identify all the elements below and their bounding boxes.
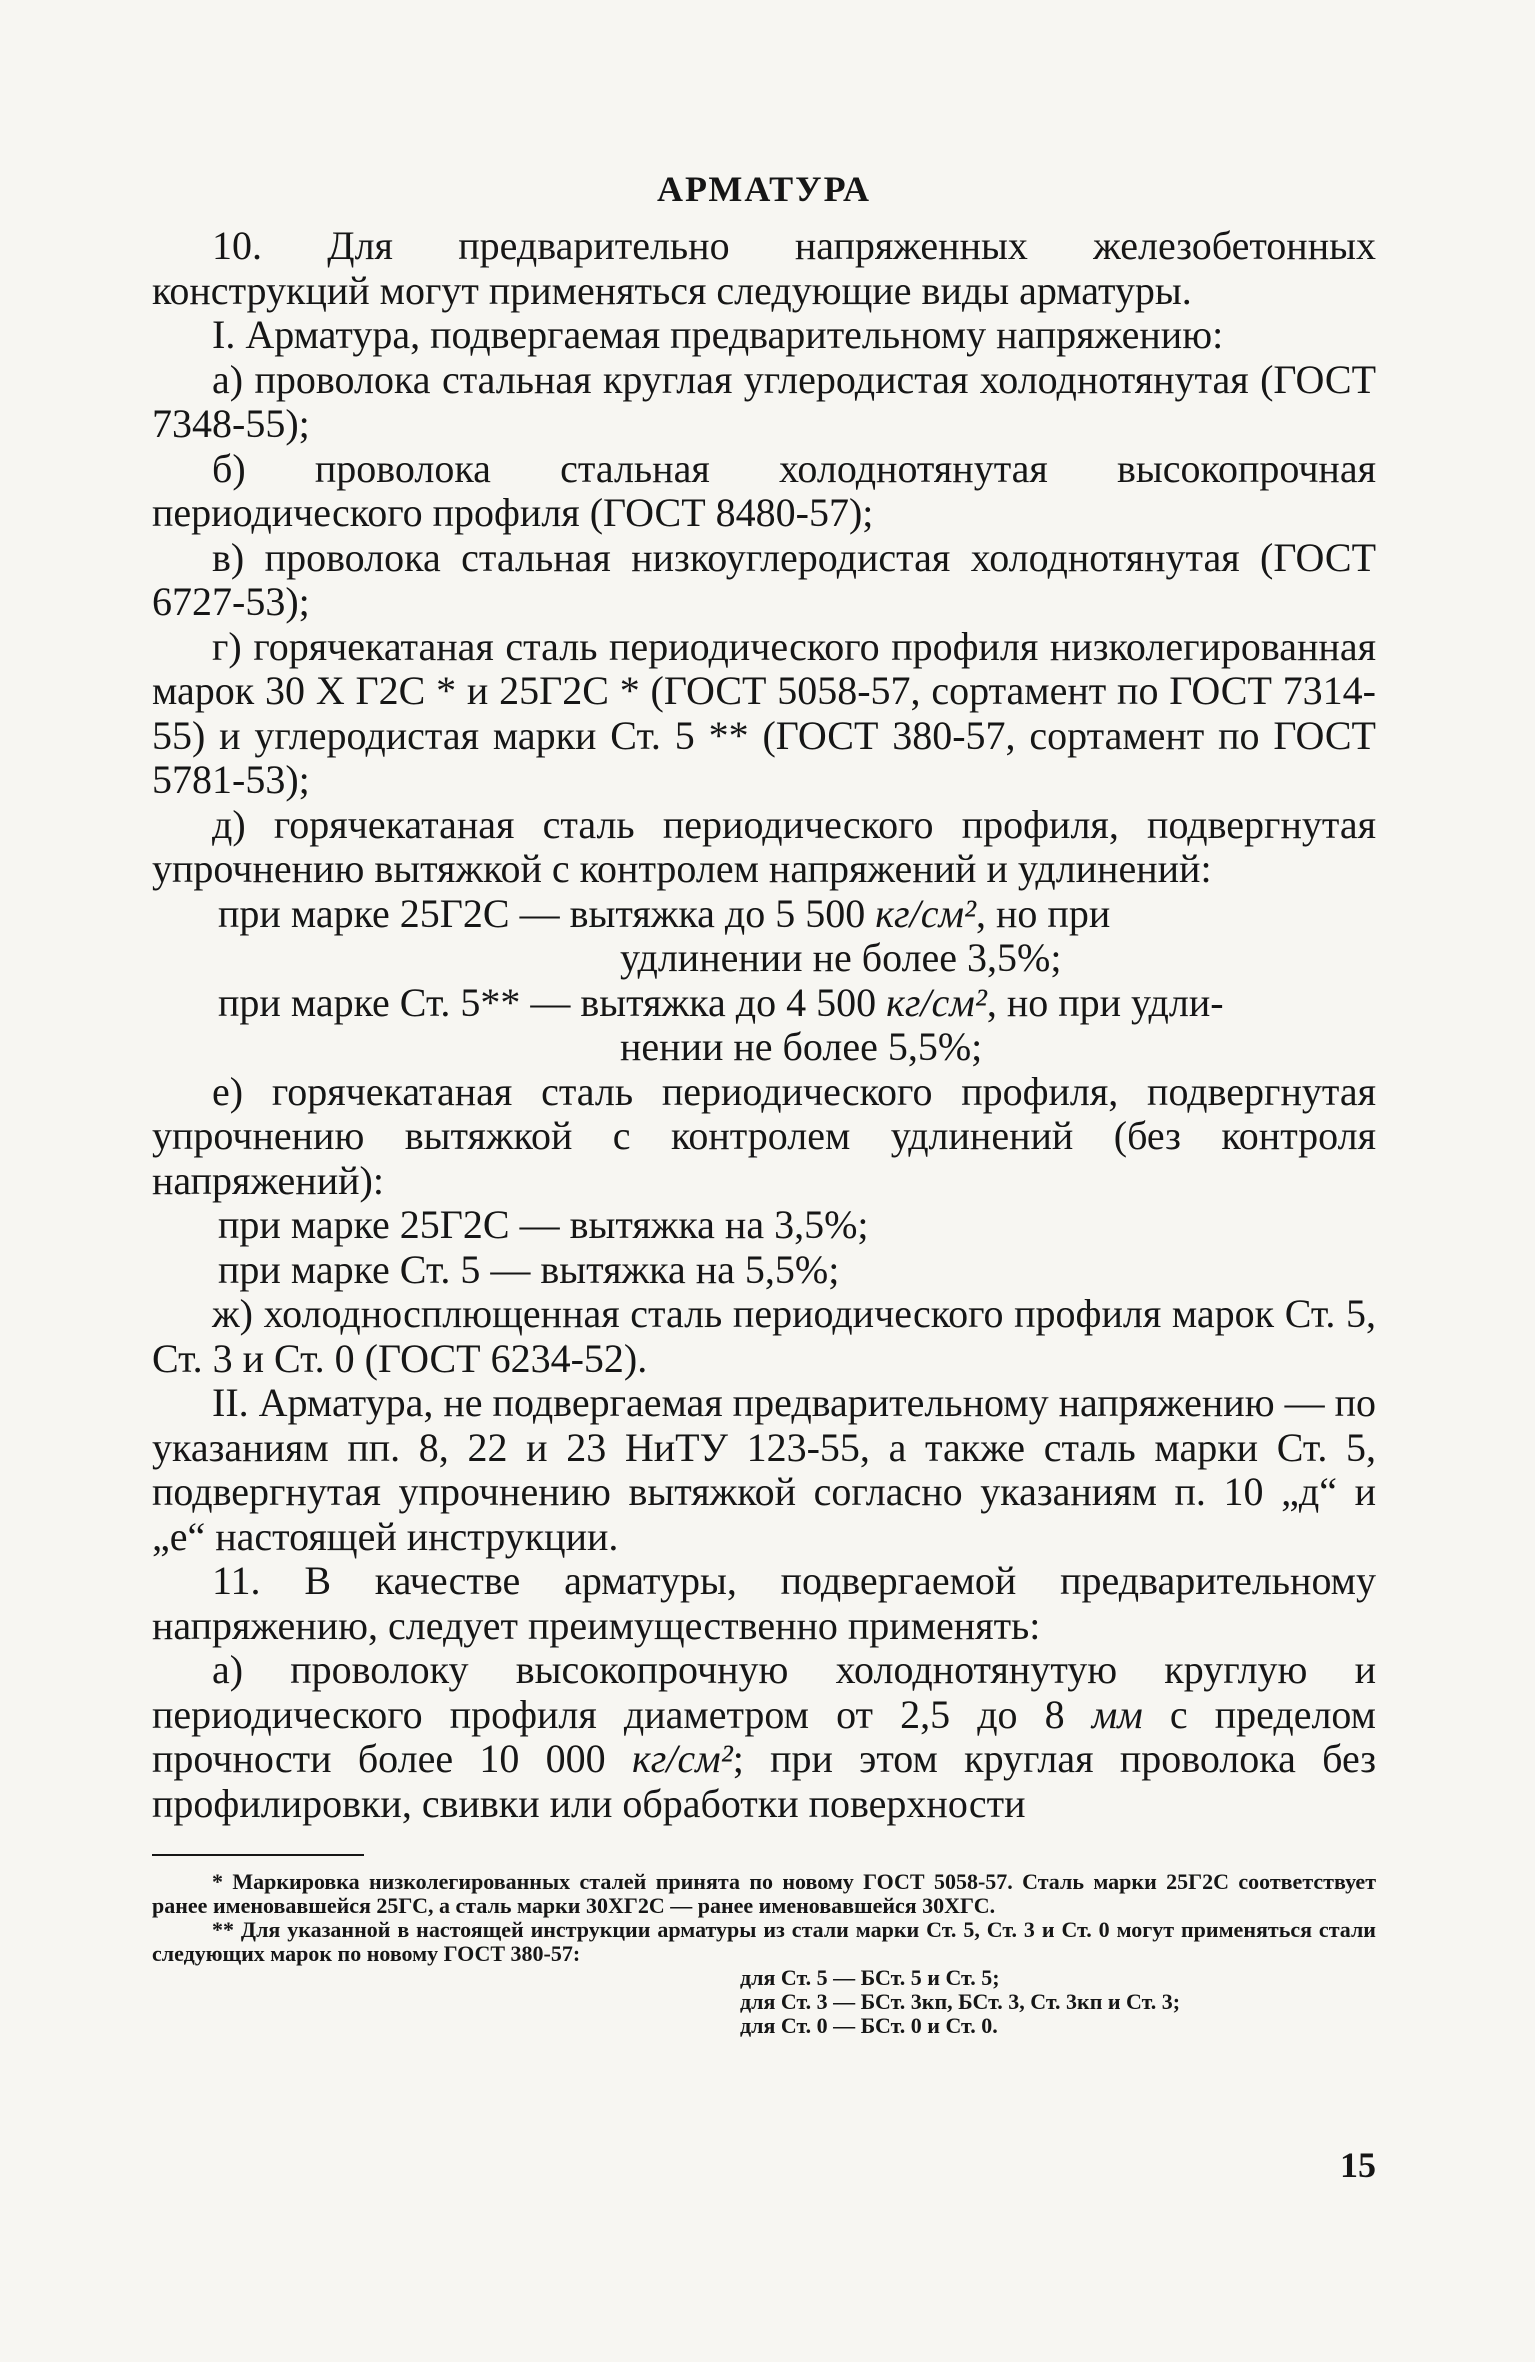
unit-text: кг/см²	[631, 1736, 733, 1781]
item-d-detail-2	[218, 981, 1376, 1070]
item-g: г) горячекатаная сталь периодического профиля низколегированная марок 30 Х Г2С * и 25Г2С * (ГОСТ 5058-57, сортамент по ГОСТ 7314-55) и углеродистая марки Ст. 5 ** (ГОСТ 380-57, сортамент по ГОСТ 5781-53);	[152, 623, 1376, 802]
unit-text: мм	[1091, 1691, 1143, 1737]
item-d: д) горячекатаная сталь периодического профиля, подвергнутая упрочнению вытяжкой с контролем напряжений и удлинений:	[152, 801, 1376, 891]
body-text: а) проволоку высокопрочную холоднотянутую круглую и периодического профиля диаметром от 2,5 до 8	[152, 1647, 1376, 1737]
footnote-list-item: для Ст. 3 — БСт. 3кп, БСт. 3, Ст. 3кп и Ст. 3;	[740, 1989, 1181, 2014]
unit-text: кг/см²	[875, 890, 976, 936]
item-a: а) проволока стальная круглая углеродистая холоднотянутая (ГОСТ 7348-55);	[152, 356, 1376, 446]
body-text: с пределом прочности более 10 000	[152, 1691, 1376, 1781]
footnote-2: ** Для указанной в настоящей инструкции арматуры из стали марки Ст. 5, Ст. 3 и Ст. 0 могут применяться стали следующих марок по новому ГОСТ 380-57:	[152, 1917, 1376, 1966]
item-v: в) проволока стальная низкоуглеродистая холоднотянутая (ГОСТ 6727-53);	[152, 534, 1376, 624]
item-e-detail-1: при марке 25Г2С — вытяжка на 3,5%;	[218, 1202, 869, 1247]
detail-continuation: удлинении не более 3,5%;	[620, 935, 1062, 980]
footnote-1: * Маркировка низколегированных сталей принята по новому ГОСТ 5058-57. Сталь марки 25Г2С соответствует ранее именовавшейся 25ГС, а сталь марки 30ХГ2С — ранее именовавшейся 30ХГС.	[152, 1869, 1376, 1918]
unit-text: кг/см²	[886, 979, 987, 1025]
detail-text: при марке Ст. 5** — вытяжка до 4 500	[218, 979, 877, 1025]
item-e: е) горячекатаная сталь периодического профиля, подвергнутая упрочнению вытяжкой с контролем удлинений (без контроля напряжений):	[152, 1068, 1376, 1203]
section-heading: АРМАТУРА	[657, 169, 871, 209]
page-number: 15	[1340, 2145, 1376, 2185]
paragraph-10: 10. Для предварительно напряженных железобетонных конструкций могут применяться следующие виды арматуры.	[152, 223, 1376, 313]
paragraph-11-a	[152, 1648, 1376, 1826]
footnote-list-item: для Ст. 0 — БСт. 0 и Ст. 0.	[740, 2013, 998, 2038]
group-1-heading: I. Арматура, подвергаемая предварительному напряжению:	[212, 312, 1224, 357]
detail-text: , но при удли-	[986, 979, 1224, 1025]
item-b: б) проволока стальная холоднотянутая высокопрочная периодического профиля (ГОСТ 8480-57);	[152, 445, 1376, 535]
paragraph-11: 11. В качестве арматуры, подвергаемой предварительному напряжению, следует преимущественно применять:	[152, 1558, 1376, 1648]
item-d-detail-1	[218, 892, 1376, 981]
body-text: ; при этом круглая проволока без профилировки, свивки или обработки поверхности	[152, 1736, 1377, 1826]
item-zh: ж) холодносплющенная сталь периодического профиля марок Ст. 5, Ст. 3 и Ст. 0 (ГОСТ 6234-52).	[152, 1291, 1376, 1381]
group-2-paragraph: II. Арматура, не подвергаемая предварительному напряжению — по указаниям пп. 8, 22 и 23 НиТУ 123-55, а также сталь марки Ст. 5, подвергнутая упрочнению вытяжкой согласно указаниям п. 10 „д“ и „е“ настоящей инструкции.	[152, 1380, 1376, 1559]
footnote-2-list	[740, 1966, 1376, 2038]
detail-text: , но при	[976, 890, 1111, 936]
item-e-detail-2: при марке Ст. 5 — вытяжка на 5,5%;	[218, 1246, 840, 1292]
detail-continuation: нении не более 5,5%;	[620, 1024, 983, 1069]
footnote-list-item: для Ст. 5 — БСт. 5 и Ст. 5;	[740, 1965, 1000, 1990]
footnote-divider	[152, 1854, 364, 1856]
document-page	[152, 150, 1376, 2290]
detail-text: при марке 25Г2С — вытяжка до 5 500	[218, 890, 866, 936]
